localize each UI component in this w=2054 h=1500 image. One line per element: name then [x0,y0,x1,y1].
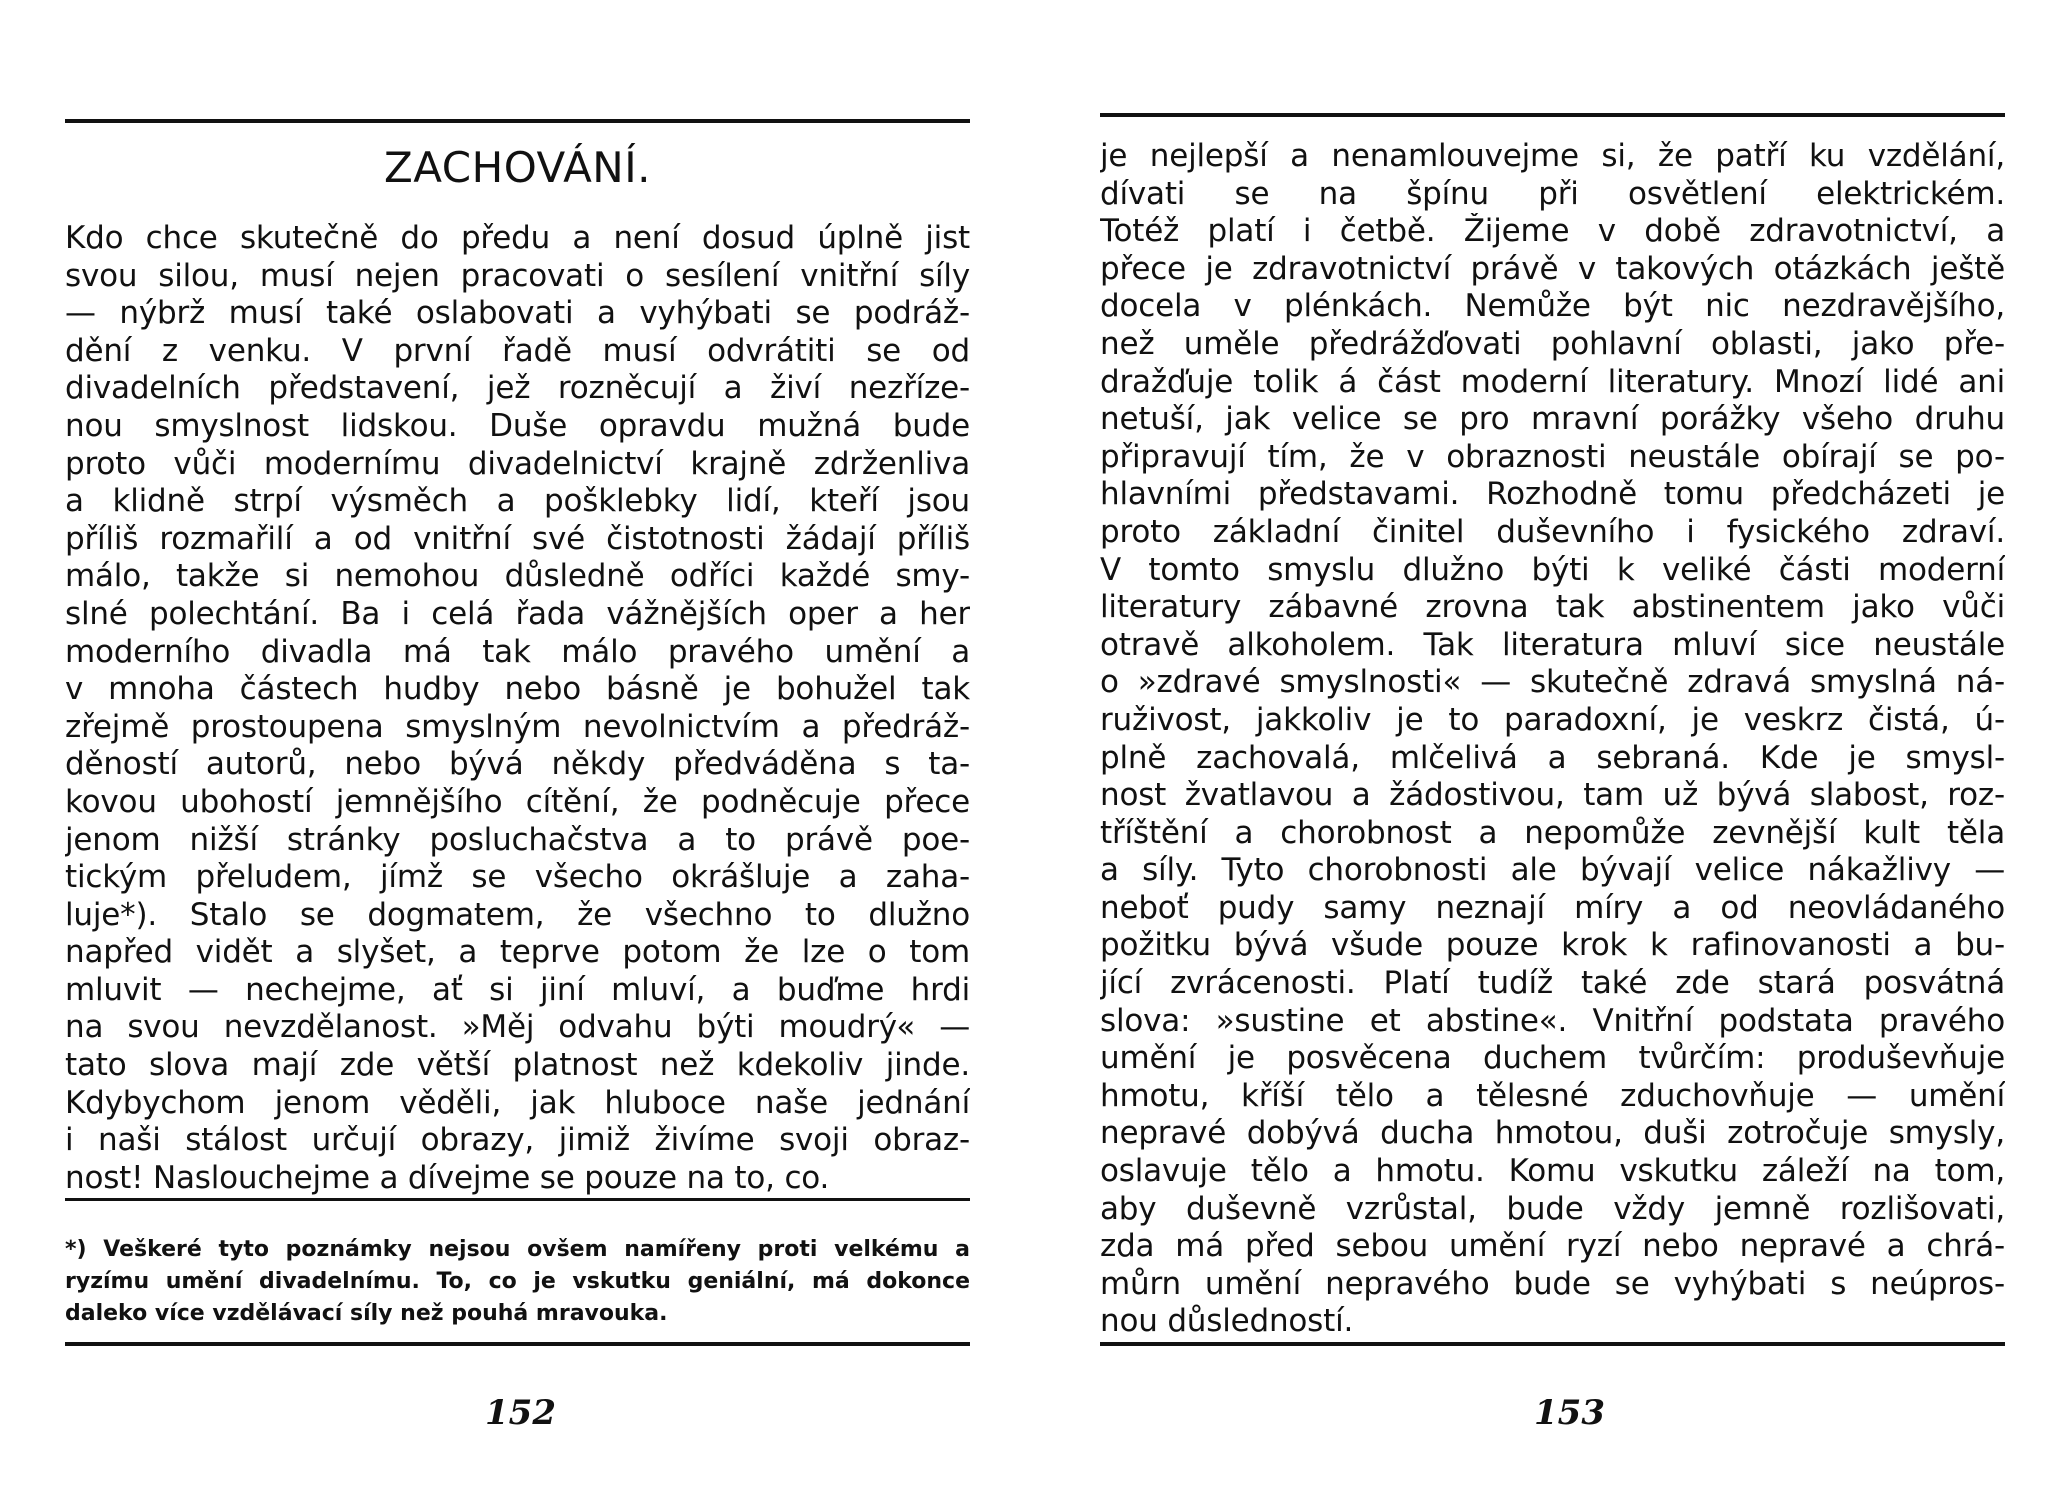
text-line: proto vůči modernímu divadelnictví krajně zdrženliva [65,445,970,482]
text-line: netuší, jak velice se pro mravní porážky všeho druhu [1100,401,2005,438]
text-line: v mnoha částech hudby nebo básně je bohužel tak [65,671,970,708]
text-line: moderního divadla má tak málo pravého umění a [65,633,970,670]
chapter-title: ZACHOVÁNÍ. [384,143,651,192]
text-line: kovou ubohostí jemnějšího cítění, že podněcuje přece [65,783,970,820]
text-line: příliš rozmařilí a od vnitřní své čistotnosti žádají příliš [65,520,970,557]
text-line: slova: »sustine et abstine«. Vnitřní podstata pravého [1100,1002,2005,1039]
text-line: Kdybychom jenom věděli, jak hluboce naše jednání [65,1084,970,1121]
text-line: zřejmě prostoupena smyslným nevolnictvím a předráž- [65,708,970,745]
text-line: jenom nižší stránky posluchačstva a to právě poe- [65,821,970,858]
body-text [65,220,970,1197]
top-rule [1100,113,2005,117]
text-line: otravě alkoholem. Tak literatura mluví sice neustále [1100,626,2005,663]
text-line: daleko více vzdělávací síly než pouhá mravouka. [65,1301,668,1326]
text-line: dění z venku. V první řadě musí odvrátiti se od [65,332,970,369]
text-line: *) Veškeré tyto poznámky nejsou ovšem namířeny proti velkému a [65,1237,970,1262]
text-line: umění je posvěcena duchem tvůrčím: produševňuje [1100,1040,2005,1077]
text-line: i naši stálost určují obrazy, jimiž živíme svoji obraz- [65,1122,970,1159]
text-line: na svou nevzdělanost. »Měj odvahu býti moudrý« — [65,1009,970,1046]
text-line: neboť pudy samy neznají míry a od neovládaného [1100,889,2005,926]
footnote-separator [65,1198,970,1201]
text-line: tato slova mají zde větší platnost než kdekoliv jinde. [65,1047,970,1084]
text-line: divadelních představení, jež rozněcují a živí nezříze- [65,370,970,407]
text-line: — nýbrž musí také oslabovati a vyhýbati se podráž- [65,295,970,332]
text-line: a klidně strpí výsměch a pošklebky lidí, kteří jsou [65,483,970,520]
text-line: přece je zdravotnictví právě v takových otázkách ještě [1100,250,2005,287]
text-line: V tomto smyslu dlužno býti k veliké části moderní [1100,551,2005,588]
text-line: literatury zábavné zrovna tak abstinentem jako vůči [1100,589,2005,626]
text-line: proto základní činitel duševního i fysického zdraví. [1100,513,2005,550]
footnote [65,1234,970,1330]
page-number: 152 [485,1393,556,1433]
text-line: nost! Naslouchejme a dívejme se pouze na to, co. [65,1159,830,1196]
text-line: požitku bývá všude pouze krok k rafinovanosti a bu- [1100,927,2005,964]
text-line: ryzímu umění divadelnímu. To, co je vskutku geniální, má dokonce [65,1269,970,1294]
text-line: děností autorů, nebo bývá někdy předváděna s ta- [65,746,970,783]
text-line: ruživost, jakkoliv je to paradoxní, je veskrz čistá, ú- [1100,701,2005,738]
text-line: slné polechtání. Ba i celá řada vážnějších oper a her [65,595,970,632]
bottom-rule [65,1342,970,1346]
text-line: dražďuje tolik á část moderní literatury. Mnozí lidé ani [1100,363,2005,400]
bottom-rule [1100,1342,2005,1346]
text-line: tříštění a chorobnost a nepomůže zevnější kult těla [1100,814,2005,851]
text-line: o »zdravé smyslnosti« — skutečně zdravá smyslná ná- [1100,664,2005,701]
text-line: oslavuje tělo a hmotu. Komu vskutku záleží na tom, [1100,1153,2005,1190]
text-line: nost žvatlavou a žádostivou, tam už bývá slabost, roz- [1100,777,2005,814]
text-line: a síly. Tyto chorobnosti ale bývají velice nákažlivy — [1100,852,2005,889]
text-line: je nejlepší a nenamlouvejme si, že patří ku vzdělání, [1100,138,2005,174]
text-line: než uměle předrážďovati pohlavní oblasti, jako pře- [1100,325,2005,362]
text-line: připravují tím, že v obraznosti neustále obírají se po- [1100,438,2005,475]
text-line: hlavními představami. Rozhodně tomu předcházeti je [1100,476,2005,513]
page-number: 153 [1534,1393,1605,1433]
text-line: nou důsledností. [1100,1303,1354,1340]
text-line: luje*). Stalo se dogmatem, že všechno to dlužno [65,896,970,933]
text-line: zda má před sebou umění ryzí nebo nepravé a chrá- [1100,1228,2005,1265]
text-line: docela v plénkách. Nemůže být nic nezdravějšího, [1100,288,2005,325]
text-line: svou silou, musí nejen pracovati o sesílení vnitřní síly [65,257,970,294]
text-line: můrn umění nepravého bude se vyhýbati s neúpros- [1100,1265,2005,1302]
text-line: Totéž platí i četbě. Žijeme v době zdravotnictví, a [1100,213,2005,250]
text-line: tickým přeludem, jímž se všecho okrášluje a zaha- [65,859,970,896]
text-line: Kdo chce skutečně do předu a není dosud úplně jist [65,220,970,256]
top-rule [65,119,970,123]
text-line: nepravé dobývá ducha hmotou, duši zotročuje smysly, [1100,1115,2005,1152]
text-line: hmotu, kříší tělo a tělesné zduchovňuje — umění [1100,1077,2005,1114]
text-line: aby duševně vzrůstal, bude vždy jemně rozlišovati, [1100,1190,2005,1227]
body-text [1100,138,2005,1341]
text-line: dívati se na špínu při osvětlení elektrickém. [1100,175,2005,212]
text-line: jící zvrácenosti. Platí tudíž také zde stará posvátná [1100,965,2005,1002]
text-line: málo, takže si nemohou důsledně odříci každé smy- [65,558,970,595]
text-line: napřed vidět a slyšet, a teprve potom že lze o tom [65,934,970,971]
text-line: plně zachovalá, mlčelivá a sebraná. Kde je smysl- [1100,739,2005,776]
right-page [1027,0,2054,1500]
text-line: nou smyslnost lidskou. Duše opravdu mužná bude [65,407,970,444]
text-line: mluvit — nechejme, ať si jiní mluví, a buďme hrdi [65,971,970,1008]
